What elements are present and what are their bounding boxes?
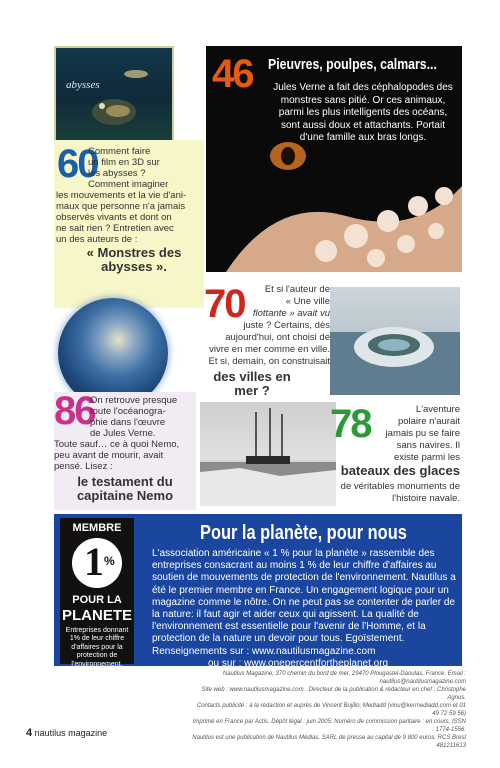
line: toute l'océanogra-	[90, 406, 166, 417]
section-70-highlight: des villes en mer ?	[213, 369, 291, 398]
section-46-text: Jules Verne a fait des céphalopodes des monstres sans pitié. Or ces animaux, parmi les plus intelligents des océans, sont aussi doux et attachants. Portait d'une famille aux bras longs.	[273, 82, 453, 143]
section-46-title: Pieuvres, poulpes, calmars...	[268, 56, 437, 73]
logo-circle	[72, 538, 122, 588]
line: Et si, demain, on construisait	[208, 356, 330, 367]
magazine-name: nautilus magazine	[34, 728, 108, 738]
line: sans navires. Il	[396, 440, 460, 451]
line: peu avant de mourir, avait	[54, 450, 164, 461]
credit-line: Nautilus Magazine, 370 chemin du bord de mer, 29470 Plougastel-Daoulas, France. Email : nautilus@nautilusmagazine.com	[222, 671, 466, 685]
deep-sea-fish-image	[56, 48, 172, 140]
credit-line: Imprimé en France par Actis. Dépôt légal : juin 2005. Numéro de commission paritaire : en cours. ISSN : 1774-1556.	[192, 719, 466, 733]
publication-credits	[190, 670, 466, 750]
line: « Une ville	[285, 296, 330, 307]
line: les abysses ?	[88, 168, 146, 179]
line: Et si l'auteur de	[264, 284, 330, 295]
logo-member-label: MEMBRE	[72, 522, 122, 534]
page-number: 4	[26, 727, 33, 739]
logo-bottom-line1: POUR LA	[72, 594, 122, 606]
line: L'aventure	[415, 404, 460, 415]
line: Comment faire	[88, 146, 151, 157]
section-86-highlight: le testament du capitaine Nemo	[76, 474, 174, 503]
line: On retrouve presque	[90, 395, 178, 406]
line: jamais pu se faire	[385, 428, 460, 439]
line: existe parmi les	[394, 452, 460, 463]
one-percent-logo	[60, 518, 134, 668]
credit-line: Nautilus est une publication de Nautilus Médias, SARL de presse au capital de 9 800 euros, RCS Brest 481211613	[192, 735, 466, 749]
page-number-70: 70	[204, 282, 245, 326]
page-number-46: 46	[212, 52, 253, 96]
logo-percent: %	[104, 554, 115, 568]
polar-ship-photo	[200, 402, 336, 506]
logo-number: 1	[84, 539, 104, 584]
line: un des auteurs de :	[56, 234, 138, 245]
abyss-film-poster	[54, 46, 174, 142]
line: polaire n'aurait	[397, 416, 460, 427]
page-number-60: 60	[57, 142, 98, 186]
line: pensé. Lisez :	[54, 461, 113, 472]
floating-city-image	[330, 287, 460, 395]
line: de Jules Verne.	[90, 428, 156, 439]
line: Toute sauf… ce à quoi Nemo,	[54, 439, 180, 450]
footer-body: L'association américaine « 1 % pour la planète » rassemble des entreprises consacrant au moins 1 % de leur chiffre d'affaires au soutien de mouvements de protection de l'environnement. Nautilus a été le premier membre en France. Un engagement logique pour un magazine comme le nôtre. On ne peut pas se contenter de parler de la nature: il faut agir et aider ceux qui agissent. La qualité de l'environnement est essentielle pour l'avenir de l'Homme, et la protection de la nature un devoir pour tous. Egoïstement.	[152, 548, 456, 645]
line: observés vivants et dont on	[56, 212, 172, 223]
line: juste ? Certains, dès	[243, 320, 330, 331]
logo-bottom-line2: PLANETE	[61, 607, 132, 624]
page-number-78: 78	[330, 402, 371, 446]
polar-ship-image	[200, 402, 336, 506]
line: ne sait rien ? Entretien avec	[56, 223, 174, 234]
line: de véritables monuments de	[340, 481, 460, 492]
credit-line: Site web : www.nautilusmagazine.com . Directeur de la publication & rédacteur en chef : Christophe Agnus.	[201, 687, 466, 701]
line: phie dans l'œuvre	[90, 417, 166, 428]
section-78-highlight: bateaux des glaces	[340, 463, 460, 478]
line: vivre en mer comme en ville.	[209, 344, 330, 355]
line: un film en 3D sur	[88, 157, 160, 168]
line: maux que personne n'a jamais	[56, 201, 186, 212]
line: l'histoire navale.	[392, 493, 460, 504]
page-number-86: 86	[54, 389, 95, 433]
line: les mouvements et la vie d'ani-	[56, 190, 187, 201]
line: aujourd'hui, ont choisi de	[225, 332, 330, 343]
svg-text:abysses: abysses	[66, 79, 100, 91]
footer-title: Pour la planète, pour nous	[200, 522, 407, 544]
credit-line: Contacts publicité : à la rédaction et auprès de Vincent Bujillo, Mediadd (vinu@kermediadd.com et 01 49 72 59 56)	[196, 703, 466, 717]
footer-links-1: Renseignements sur : www.nautilusmagazine.com	[152, 645, 376, 657]
footer-links-2: ou sur : www.onepercentfortheplanet.org	[208, 657, 389, 669]
footer-text	[152, 548, 458, 670]
page-footer	[26, 727, 107, 739]
floating-city-photo	[330, 287, 460, 395]
section-60-highlight: « Monstres des abysses ».	[86, 245, 182, 274]
logo-caption: Entreprises donnant 1% de leur chiffre d'affaires pour la protection de l'environnement.	[65, 627, 129, 668]
line: flottante » avait vu	[252, 308, 330, 319]
line: Comment imaginer	[88, 179, 169, 190]
